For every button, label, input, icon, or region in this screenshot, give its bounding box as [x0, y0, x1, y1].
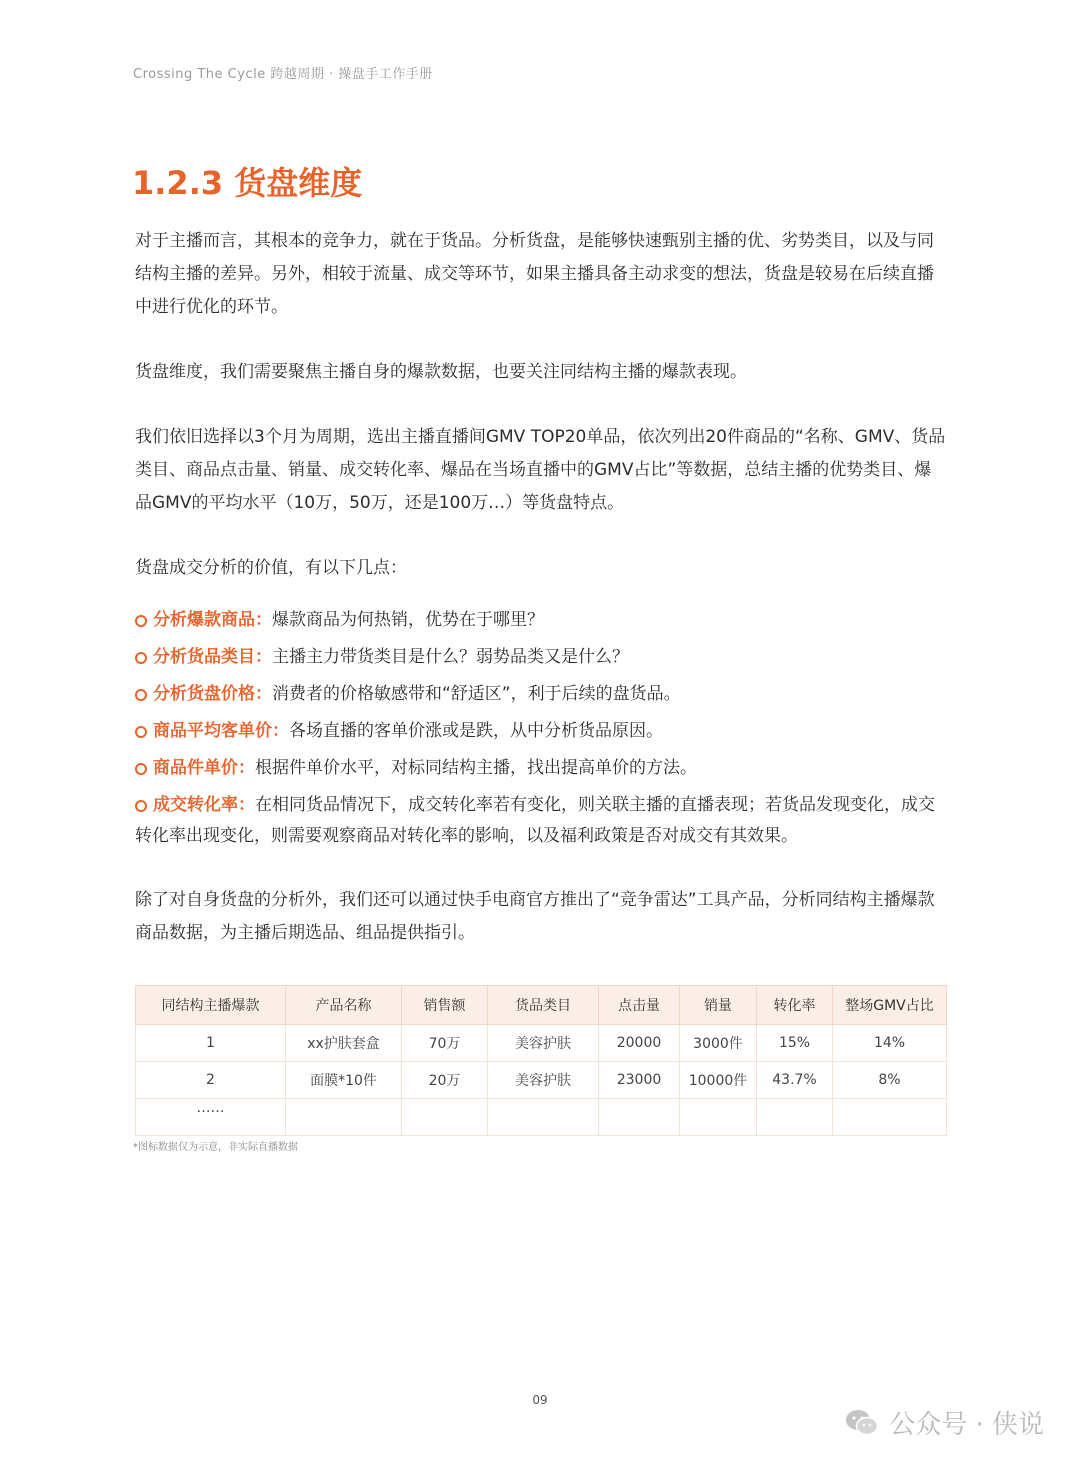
list-item: 分析货品类目：主播主力带货类目是什么？弱势品类又是什么？ [135, 642, 947, 673]
wechat-icon [845, 1408, 879, 1438]
paragraph-focus: 货盘维度，我们需要聚焦主播自身的爆款数据，也要关注同结构主播的爆款表现。 [135, 362, 747, 382]
circle-bullet-icon [135, 726, 147, 738]
list-item: 商品平均客单价：各场直播的客单价涨或是跌，从中分析货品原因。 [135, 716, 947, 747]
list-item: 分析爆款商品：爆款商品为何热销，优势在于哪里？ [135, 605, 947, 636]
column-header: 产品名称 [286, 986, 402, 1025]
column-header: 转化率 [757, 986, 833, 1025]
column-header: 整场GMV占比 [833, 986, 947, 1025]
circle-bullet-icon [135, 763, 147, 775]
column-header: 销售额 [402, 986, 488, 1025]
watermark [845, 1404, 1044, 1441]
column-header: 同结构主播爆款 [136, 986, 286, 1025]
column-header: 点击量 [599, 986, 680, 1025]
body-content [135, 225, 947, 982]
table-row: 1 xx护肤套盒 70万 美容护肤 20000 3000件 15% 14% [136, 1025, 947, 1062]
paragraph-intro: 对于主播而言，其根本的竞争力，就在于货品。分析货盘，是能够快速甄别主播的优、劣势类目，以及与同结构主播的差异。另外，相较于流量、成交等环节，如果主播具备主动求变的想法，货盘是较易在后续直播中进行优化的环节。 [135, 231, 934, 317]
table-footnote: *图标数据仅为示意，非实际直播数据 [133, 1142, 298, 1153]
table-row: …… [136, 1099, 947, 1136]
circle-bullet-icon [135, 689, 147, 701]
column-header: 货品类目 [488, 986, 599, 1025]
circle-bullet-icon [135, 800, 147, 812]
table-header-row [136, 986, 947, 1025]
circle-bullet-icon [135, 615, 147, 627]
paragraph-value-lead: 货盘成交分析的价值，有以下几点： [135, 558, 407, 578]
table-row: 2 面膜*10件 20万 美容护肤 23000 10000件 43.7% 8% [136, 1062, 947, 1099]
paragraph-method: 我们依旧选择以3个月为周期，选出主播直播间GMV TOP20单品，依次列出20件商品的“名称、GMV、货品类目、商品点击量、销量、成交转化率、爆品在当场直播中的GMV占比”等数据，总结主播的优势类目、爆品GMV的平均水平（10万，50万，还是100万…）等货盘特点。 [135, 427, 946, 513]
watermark-text: 公众号 · 侠说 [889, 1410, 1044, 1440]
list-item: 成交转化率：在相同货品情况下，成交转化率若有变化，则关联主播的直播表现；若货品发现变化，成交转化率出现变化，则需要观察商品对转化率的影响，以及福利政策是否对成交有其效果。 [135, 795, 935, 846]
value-list [135, 605, 947, 852]
page-number: 09 [532, 1393, 548, 1407]
column-header: 销量 [680, 986, 757, 1025]
list-item: 商品件单价：根据件单价水平，对标同结构主播，找出提高单价的方法。 [135, 753, 947, 784]
circle-bullet-icon [135, 652, 147, 664]
running-header: Crossing The Cycle 跨越周期 · 操盘手工作手册 [133, 67, 433, 82]
section-title: 1.2.3 货盘维度 [132, 164, 363, 202]
data-table [135, 985, 947, 1136]
paragraph-radar: 除了对自身货盘的分析外，我们还可以通过快手电商官方推出了“竞争雷达”工具产品，分析同结构主播爆款商品数据，为主播后期选品、组品提供指引。 [135, 890, 935, 943]
list-item: 分析货盘价格：消费者的价格敏感带和“舒适区”，利于后续的盘货品。 [135, 679, 947, 710]
